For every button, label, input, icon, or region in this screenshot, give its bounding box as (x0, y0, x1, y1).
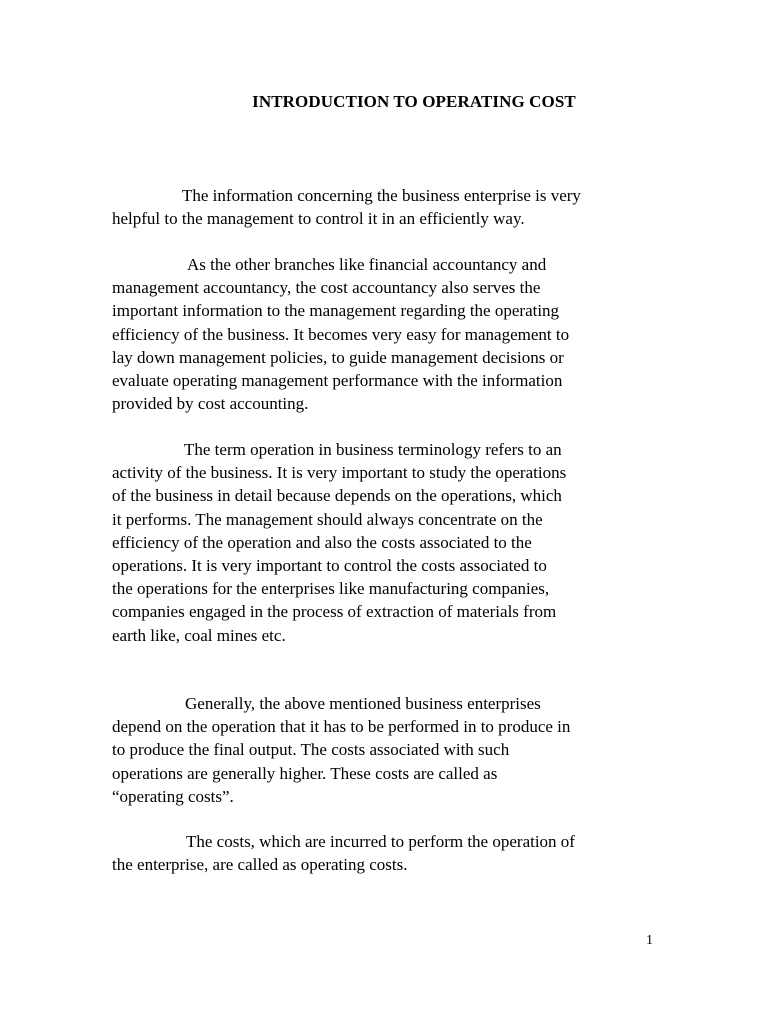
paragraph-3-line-1: The term operation in business terminology refers to an (184, 440, 562, 459)
paragraph-1-line-1: The information concerning the business enterprise is very (182, 186, 581, 205)
paragraph-3 (112, 438, 652, 647)
paragraph-2-line-3: important information to the management regarding the operating (112, 301, 560, 321)
document-title: INTRODUCTION TO OPERATING COST (252, 92, 576, 111)
paragraph-3-line-5: efficiency of the operation and also the costs associated to the (112, 532, 532, 552)
paragraph-2 (112, 253, 652, 415)
paragraph-3-line-8: companies engaged in the process of extraction of materials from (112, 602, 557, 622)
paragraph-3-line-7: the operations for the enterprises like manufacturing companies, (112, 579, 550, 599)
paragraph-2-line-2: management accountancy, the cost accountancy also serves the (112, 278, 541, 298)
paragraph-5-line-2: the enterprise, are called as operating costs. (112, 855, 408, 875)
paragraph-2-line-6: evaluate operating management performance with the information (112, 371, 563, 391)
paragraph-4-line-2: depend on the operation that it has to be performed in to produce in (112, 717, 571, 737)
paragraph-2-line-7: provided by cost accounting. (112, 394, 309, 414)
paragraph-2-line-1: As the other branches like financial accountancy and (187, 255, 547, 274)
paragraph-5 (112, 830, 652, 876)
paragraph-2-line-4: efficiency of the business. It becomes very easy for management to (112, 324, 570, 344)
paragraph-3-line-6: operations. It is very important to control the costs associated to (112, 556, 547, 576)
paragraph-4-line-1: Generally, the above mentioned business enterprises (185, 694, 541, 713)
paragraph-3-line-9: earth like, coal mines etc. (112, 625, 286, 645)
page-number: 1 (646, 933, 653, 948)
paragraph-2-line-5: lay down management policies, to guide management decisions or (112, 347, 564, 367)
paragraph-4-line-3: to produce the final output. The costs associated with such (112, 740, 510, 760)
paragraph-3-line-3: of the business in detail because depends on the operations, which (112, 486, 562, 506)
paragraph-3-line-2: activity of the business. It is very important to study the operations (112, 463, 567, 483)
paragraph-4 (112, 692, 652, 808)
paragraph-4-line-4: operations are generally higher. These costs are called as (112, 763, 498, 783)
paragraph-1 (112, 184, 652, 230)
paragraph-5-line-1: The costs, which are incurred to perform the operation of (186, 832, 575, 851)
paragraph-1-line-2: helpful to the management to control it in an efficiently way. (112, 209, 525, 229)
paragraph-3-line-4: it performs. The management should always concentrate on the (112, 509, 543, 529)
paragraph-4-line-5: “operating costs”. (112, 786, 234, 806)
